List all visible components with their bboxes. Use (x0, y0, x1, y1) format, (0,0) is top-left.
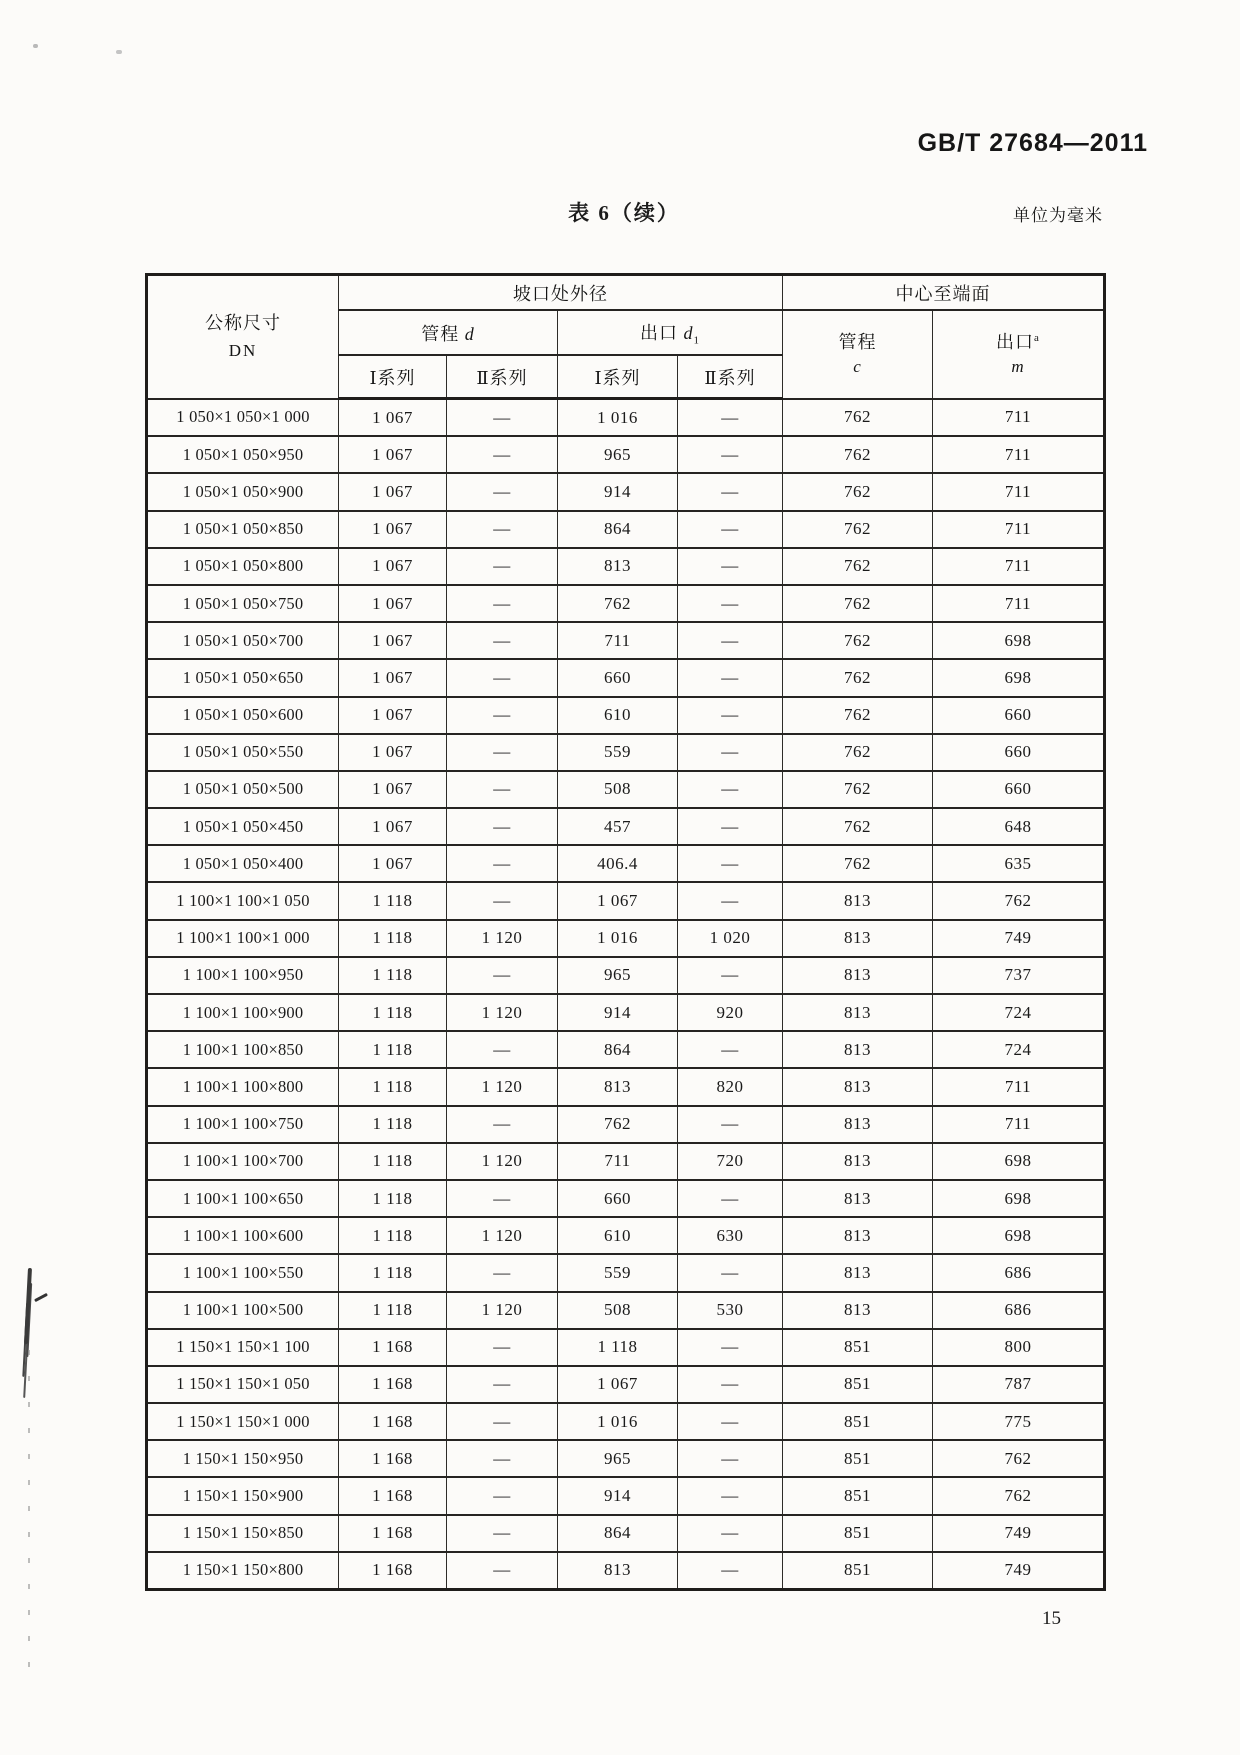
value-cell: — (678, 808, 783, 845)
value-cell: — (447, 734, 558, 771)
value-cell: — (447, 622, 558, 659)
margin-pen-mark (24, 1268, 32, 1344)
value-cell: 530 (678, 1292, 783, 1329)
table-row (147, 1143, 1105, 1180)
table-row (147, 994, 1105, 1031)
header-nominal-size (147, 275, 339, 399)
value-cell: 1 118 (339, 1106, 447, 1143)
value-cell: 762 (558, 585, 678, 622)
value-cell: — (678, 659, 783, 696)
value-cell: 698 (933, 1180, 1105, 1217)
value-cell: — (447, 585, 558, 622)
center-tube-var: c (853, 356, 862, 376)
table-row (147, 1329, 1105, 1366)
value-cell: 1 016 (558, 399, 678, 437)
value-cell: — (447, 1180, 558, 1217)
value-cell: 635 (933, 845, 1105, 882)
dn-cell: 1 100×1 100×900 (147, 994, 339, 1031)
value-cell: 762 (783, 734, 933, 771)
value-cell: 851 (783, 1477, 933, 1514)
table-row (147, 1552, 1105, 1590)
dn-cell: 1 100×1 100×1 000 (147, 920, 339, 957)
table-row (147, 585, 1105, 622)
standard-number: GB/T 27684—2011 (917, 129, 1148, 157)
value-cell: 711 (933, 399, 1105, 437)
value-cell: 711 (558, 1143, 678, 1180)
value-cell: 762 (783, 399, 933, 437)
value-cell: 1 067 (339, 399, 447, 437)
value-cell: — (678, 473, 783, 510)
dn-cell: 1 050×1 050×550 (147, 734, 339, 771)
value-cell: 1 067 (339, 845, 447, 882)
value-cell: 711 (933, 436, 1105, 473)
table-row (147, 473, 1105, 510)
value-cell: — (447, 1440, 558, 1477)
value-cell: 813 (558, 548, 678, 585)
table-row (147, 697, 1105, 734)
value-cell: — (678, 1403, 783, 1440)
value-cell: 559 (558, 1254, 678, 1291)
value-cell: — (678, 1106, 783, 1143)
value-cell: 1 067 (558, 1366, 678, 1403)
dn-cell: 1 100×1 100×600 (147, 1217, 339, 1254)
value-cell: — (447, 1329, 558, 1366)
nominal-size-label: 公称尺寸 (205, 312, 281, 333)
value-cell: — (678, 436, 783, 473)
value-cell: — (447, 1403, 558, 1440)
value-cell: 559 (558, 734, 678, 771)
dn-cell: 1 100×1 100×850 (147, 1031, 339, 1068)
scan-speck (116, 50, 122, 54)
dn-cell: 1 050×1 050×900 (147, 473, 339, 510)
scan-edge-marks (28, 1350, 30, 1680)
value-cell: 1 067 (339, 734, 447, 771)
value-cell: 1 067 (339, 697, 447, 734)
value-cell: — (678, 697, 783, 734)
value-cell: 1 168 (339, 1552, 447, 1590)
table-row (147, 1254, 1105, 1291)
value-cell: 762 (783, 808, 933, 845)
header-center-tube-c (783, 310, 933, 399)
value-cell: 813 (783, 957, 933, 994)
value-cell: 698 (933, 622, 1105, 659)
value-cell: 1 067 (339, 622, 447, 659)
value-cell: 660 (933, 734, 1105, 771)
value-cell: 1 168 (339, 1477, 447, 1514)
header-center-outlet-m (933, 310, 1105, 399)
dn-cell: 1 150×1 150×1 000 (147, 1403, 339, 1440)
table-row (147, 957, 1105, 994)
table-row (147, 511, 1105, 548)
value-cell: — (447, 1477, 558, 1514)
value-cell: 851 (783, 1329, 933, 1366)
dn-cell: 1 150×1 150×1 050 (147, 1366, 339, 1403)
value-cell: 686 (933, 1292, 1105, 1329)
value-cell: 1 067 (339, 473, 447, 510)
value-cell: 737 (933, 957, 1105, 994)
value-cell: 1 067 (339, 511, 447, 548)
header-tube-d (339, 310, 558, 355)
value-cell: 1 067 (339, 659, 447, 696)
table-row (147, 882, 1105, 919)
value-cell: 1 118 (558, 1329, 678, 1366)
value-cell: 851 (783, 1403, 933, 1440)
value-cell: 1 118 (339, 882, 447, 919)
table-row (147, 622, 1105, 659)
value-cell: 813 (783, 1106, 933, 1143)
value-cell: 1 120 (447, 1143, 558, 1180)
value-cell: 711 (558, 622, 678, 659)
dn-cell: 1 150×1 150×1 100 (147, 1329, 339, 1366)
value-cell: — (678, 1366, 783, 1403)
footnote-marker: a (1034, 331, 1040, 344)
value-cell: 660 (558, 659, 678, 696)
value-cell: — (678, 1180, 783, 1217)
value-cell: 762 (783, 622, 933, 659)
value-cell: — (447, 882, 558, 919)
value-cell: 762 (558, 1106, 678, 1143)
table-row (147, 1440, 1105, 1477)
value-cell: 457 (558, 808, 678, 845)
table-row (147, 1180, 1105, 1217)
value-cell: 800 (933, 1329, 1105, 1366)
value-cell: 698 (933, 1217, 1105, 1254)
value-cell: — (447, 1031, 558, 1068)
value-cell: 1 168 (339, 1366, 447, 1403)
value-cell: 660 (933, 697, 1105, 734)
center-outlet-var: m (1011, 356, 1025, 376)
table-row (147, 1515, 1105, 1552)
value-cell: 749 (933, 920, 1105, 957)
value-cell: 1 067 (339, 436, 447, 473)
value-cell: 648 (933, 808, 1105, 845)
table-row (147, 808, 1105, 845)
table-caption-row (145, 197, 1103, 227)
value-cell: 864 (558, 511, 678, 548)
value-cell: 508 (558, 1292, 678, 1329)
value-cell: — (447, 845, 558, 882)
value-cell: — (678, 585, 783, 622)
value-cell: 1 168 (339, 1329, 447, 1366)
value-cell: 813 (783, 1254, 933, 1291)
table-body (147, 399, 1105, 1590)
value-cell: 813 (783, 1068, 933, 1105)
dn-cell: 1 150×1 150×800 (147, 1552, 339, 1590)
value-cell: 762 (783, 473, 933, 510)
header-bevel-od-group: 坡口处外径 (339, 275, 783, 311)
header-tube-series-2: Ⅱ系列 (447, 355, 558, 399)
table-title: 表 6（续） (568, 201, 680, 225)
value-cell: 1 118 (339, 1254, 447, 1291)
value-cell: — (678, 511, 783, 548)
value-cell: — (678, 771, 783, 808)
value-cell: 787 (933, 1366, 1105, 1403)
value-cell: 851 (783, 1440, 933, 1477)
value-cell: 914 (558, 473, 678, 510)
value-cell: 1 020 (678, 920, 783, 957)
table-row (147, 436, 1105, 473)
dn-cell: 1 050×1 050×750 (147, 585, 339, 622)
value-cell: 1 118 (339, 1292, 447, 1329)
value-cell: 813 (558, 1068, 678, 1105)
dn-cell: 1 050×1 050×1 000 (147, 399, 339, 437)
value-cell: 762 (783, 659, 933, 696)
value-cell: 762 (783, 697, 933, 734)
table-row (147, 920, 1105, 957)
table-row (147, 1477, 1105, 1514)
value-cell: 762 (783, 585, 933, 622)
value-cell: 1 120 (447, 994, 558, 1031)
value-cell: 711 (933, 473, 1105, 510)
dn-cell: 1 050×1 050×400 (147, 845, 339, 882)
value-cell: 1 120 (447, 920, 558, 957)
tube-var: d (464, 323, 475, 344)
header-outlet-series-1: Ⅰ系列 (558, 355, 678, 399)
value-cell: — (447, 1366, 558, 1403)
value-cell: 610 (558, 1217, 678, 1254)
value-cell: 711 (933, 1068, 1105, 1105)
value-cell: 711 (933, 511, 1105, 548)
value-cell: 965 (558, 436, 678, 473)
table-row (147, 1068, 1105, 1105)
value-cell: 630 (678, 1217, 783, 1254)
value-cell: 720 (678, 1143, 783, 1180)
table-row (147, 1366, 1105, 1403)
value-cell: 711 (933, 1106, 1105, 1143)
value-cell: 762 (933, 1440, 1105, 1477)
value-cell: 775 (933, 1403, 1105, 1440)
value-cell: — (447, 1552, 558, 1590)
value-cell: 1 118 (339, 957, 447, 994)
value-cell: 698 (933, 659, 1105, 696)
value-cell: 1 067 (339, 771, 447, 808)
value-cell: 406.4 (558, 845, 678, 882)
value-cell: — (447, 548, 558, 585)
value-cell: 813 (783, 1031, 933, 1068)
value-cell: — (678, 1440, 783, 1477)
value-cell: — (678, 1031, 783, 1068)
value-cell: 660 (558, 1180, 678, 1217)
value-cell: 813 (783, 920, 933, 957)
value-cell: 762 (933, 882, 1105, 919)
value-cell: 762 (783, 511, 933, 548)
table-row (147, 548, 1105, 585)
value-cell: — (447, 1106, 558, 1143)
value-cell: — (678, 845, 783, 882)
outlet-label: 出口 (640, 322, 678, 343)
dn-cell: 1 100×1 100×650 (147, 1180, 339, 1217)
dn-cell: 1 100×1 100×950 (147, 957, 339, 994)
value-cell: 820 (678, 1068, 783, 1105)
dimension-table (145, 273, 1106, 1591)
value-cell: 1 118 (339, 994, 447, 1031)
value-cell: — (678, 1329, 783, 1366)
tube-label: 管程 (421, 323, 460, 344)
value-cell: 1 168 (339, 1515, 447, 1552)
value-cell: 851 (783, 1366, 933, 1403)
value-cell: 813 (783, 1143, 933, 1180)
scan-speck (33, 44, 38, 48)
value-cell: 1 067 (339, 808, 447, 845)
value-cell: — (678, 1515, 783, 1552)
header-tube-series-1: Ⅰ系列 (339, 355, 447, 399)
dn-cell: 1 100×1 100×1 050 (147, 882, 339, 919)
value-cell: 724 (933, 1031, 1105, 1068)
value-cell: 1 067 (339, 548, 447, 585)
dn-cell: 1 100×1 100×800 (147, 1068, 339, 1105)
value-cell: 965 (558, 957, 678, 994)
value-cell: 1 118 (339, 1143, 447, 1180)
value-cell: 711 (933, 548, 1105, 585)
value-cell: 1 168 (339, 1403, 447, 1440)
value-cell: 610 (558, 697, 678, 734)
value-cell: 711 (933, 585, 1105, 622)
value-cell: — (678, 957, 783, 994)
value-cell: 813 (783, 1217, 933, 1254)
value-cell: 1 118 (339, 1180, 447, 1217)
value-cell: 660 (933, 771, 1105, 808)
value-cell: — (447, 697, 558, 734)
value-cell: 1 168 (339, 1440, 447, 1477)
value-cell: 1 120 (447, 1068, 558, 1105)
header-outlet-series-2: Ⅱ系列 (678, 355, 783, 399)
value-cell: — (447, 808, 558, 845)
dn-cell: 1 050×1 050×800 (147, 548, 339, 585)
value-cell: 813 (783, 1180, 933, 1217)
value-cell: 698 (933, 1143, 1105, 1180)
value-cell: 762 (783, 436, 933, 473)
dn-cell: 1 050×1 050×450 (147, 808, 339, 845)
value-cell: 749 (933, 1552, 1105, 1590)
dn-cell: 1 100×1 100×500 (147, 1292, 339, 1329)
dn-cell: 1 050×1 050×600 (147, 697, 339, 734)
value-cell: 762 (783, 771, 933, 808)
value-cell: — (678, 1477, 783, 1514)
dn-cell: 1 050×1 050×950 (147, 436, 339, 473)
value-cell: 508 (558, 771, 678, 808)
value-cell: 749 (933, 1515, 1105, 1552)
outlet-var: d (683, 322, 694, 343)
value-cell: — (447, 436, 558, 473)
outlet-var-subscript: 1 (693, 334, 700, 347)
margin-pen-tick (34, 1293, 48, 1302)
value-cell: — (447, 511, 558, 548)
value-cell: — (447, 473, 558, 510)
value-cell: 851 (783, 1552, 933, 1590)
value-cell: — (678, 622, 783, 659)
dn-cell: 1 150×1 150×850 (147, 1515, 339, 1552)
dn-cell: 1 150×1 150×900 (147, 1477, 339, 1514)
value-cell: 762 (933, 1477, 1105, 1514)
value-cell: 1 016 (558, 920, 678, 957)
value-cell: — (678, 399, 783, 437)
value-cell: 1 118 (339, 920, 447, 957)
value-cell: 1 118 (339, 1031, 447, 1068)
dn-cell: 1 050×1 050×850 (147, 511, 339, 548)
table-row (147, 399, 1105, 437)
table-row (147, 1403, 1105, 1440)
value-cell: 813 (783, 994, 933, 1031)
value-cell: — (678, 734, 783, 771)
value-cell: — (447, 399, 558, 437)
value-cell: — (678, 548, 783, 585)
value-cell: 686 (933, 1254, 1105, 1291)
value-cell: — (447, 659, 558, 696)
value-cell: 914 (558, 1477, 678, 1514)
value-cell: 724 (933, 994, 1105, 1031)
value-cell: 813 (783, 1292, 933, 1329)
value-cell: 813 (558, 1552, 678, 1590)
value-cell: 1 118 (339, 1068, 447, 1105)
dn-cell: 1 050×1 050×650 (147, 659, 339, 696)
table-row (147, 1106, 1105, 1143)
value-cell: 1 067 (558, 882, 678, 919)
dn-cell: 1 100×1 100×750 (147, 1106, 339, 1143)
table-row (147, 1217, 1105, 1254)
table-row (147, 734, 1105, 771)
value-cell: 813 (783, 882, 933, 919)
value-cell: 1 016 (558, 1403, 678, 1440)
nominal-size-dn: DN (228, 340, 258, 360)
value-cell: 914 (558, 994, 678, 1031)
table-row (147, 1031, 1105, 1068)
unit-note: 单位为毫米 (1013, 206, 1103, 225)
table-row (147, 845, 1105, 882)
value-cell: — (678, 882, 783, 919)
dn-cell: 1 100×1 100×700 (147, 1143, 339, 1180)
table-row (147, 1292, 1105, 1329)
value-cell: — (447, 957, 558, 994)
value-cell: — (447, 1254, 558, 1291)
value-cell: 762 (783, 548, 933, 585)
value-cell: — (447, 1515, 558, 1552)
center-tube-label: 管程 (838, 331, 877, 352)
dn-cell: 1 050×1 050×700 (147, 622, 339, 659)
dn-cell: 1 050×1 050×500 (147, 771, 339, 808)
header-center-to-end-group: 中心至端面 (783, 275, 1105, 311)
dn-cell: 1 100×1 100×550 (147, 1254, 339, 1291)
value-cell: — (678, 1254, 783, 1291)
value-cell: 1 118 (339, 1217, 447, 1254)
value-cell: 920 (678, 994, 783, 1031)
value-cell: 965 (558, 1440, 678, 1477)
value-cell: 864 (558, 1515, 678, 1552)
value-cell: 762 (783, 845, 933, 882)
value-cell: 851 (783, 1515, 933, 1552)
value-cell: — (447, 771, 558, 808)
value-cell: — (678, 1552, 783, 1590)
page-number: 15 (1042, 1608, 1061, 1629)
value-cell: 1 120 (447, 1292, 558, 1329)
value-cell: 1 067 (339, 585, 447, 622)
value-cell: 1 120 (447, 1217, 558, 1254)
table-row (147, 659, 1105, 696)
table-header (147, 275, 1105, 399)
value-cell: 864 (558, 1031, 678, 1068)
table-row (147, 771, 1105, 808)
center-outlet-label: 出口 (996, 331, 1035, 352)
dn-cell: 1 150×1 150×950 (147, 1440, 339, 1477)
header-outlet-d1 (558, 310, 783, 355)
